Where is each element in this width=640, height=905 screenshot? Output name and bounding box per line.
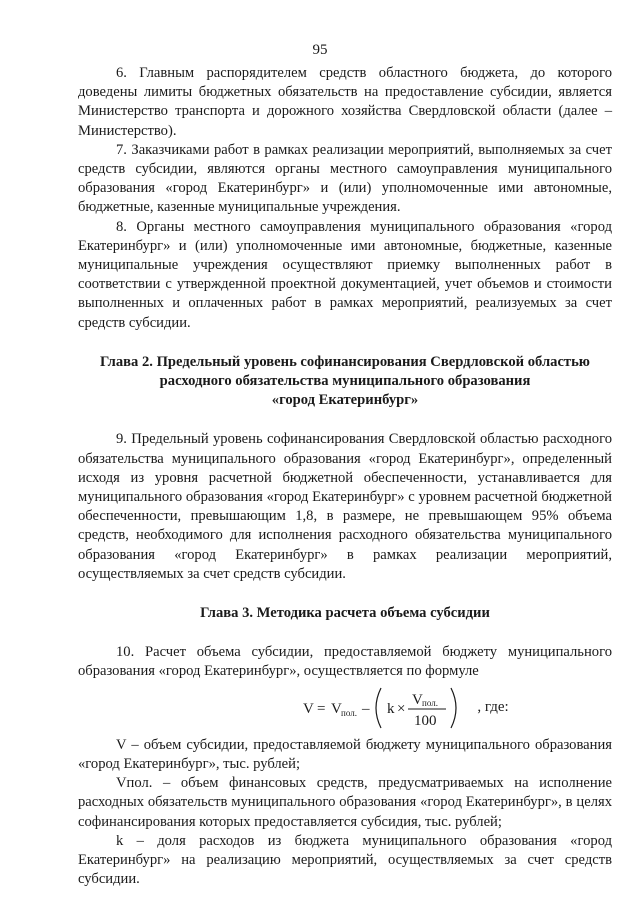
document-body	[78, 64, 612, 889]
paragraph-8: 8. Органы местного самоуправления муниципального образования «город Екатеринбург» и (или) уполномоченные ими автономные, бюджетные, казенные муниципальные учреждения осуществляют приемку выполненных работ в соответствии с утвержденной проектной документацией, учет объемов и стоимости выполненных и оплаченных работ в рамках мероприятий, реализуемых за счет средств субсидии.	[78, 218, 612, 331]
fraction-numerator-subscript: пол.	[422, 697, 439, 708]
formula-minus: –	[362, 700, 370, 717]
definition-k: k – доля расходов из бюджета муниципального образования «город Екатеринбург» на реализацию мероприятий, осуществляемых за счет средств субсидии.	[78, 832, 612, 888]
paragraph-6: 6. Главным распорядителем средств областного бюджета, до которого доведены лимиты бюджетных обязательств на предоставление субсидии, является Министерство транспорта и дорожного хозяйства Свердловской области (далее – Министерство).	[78, 65, 612, 139]
chapter-2-heading-line: расходного обязательства муниципального образования	[159, 373, 531, 390]
formula-graphic	[301, 684, 473, 732]
formula-equals: =	[317, 700, 326, 717]
formula-v-subscript: пол.	[341, 707, 358, 718]
paragraph-7: 7. Заказчиками работ в рамках реализации мероприятий, выполняемых за счет средств субсидии, являются органы местного самоуправления муниципального образования «город Екатеринбург» и (или) уполномоченные ими автономные, бюджетные, казенные муниципальные учреждения.	[78, 141, 612, 216]
chapter-2-heading	[78, 353, 612, 411]
definition-v: V – объем субсидии, предоставляемой бюджету муниципального образования «город Екатеринбург», тыс. рублей;	[78, 736, 612, 772]
fraction-numerator-v: V	[412, 691, 424, 708]
left-paren	[376, 688, 381, 728]
right-paren	[451, 688, 456, 728]
formula-times: ×	[397, 700, 406, 717]
chapter-2-heading-line: Глава 2. Предельный уровень софинансирования Свердловской областью	[100, 353, 590, 370]
paragraph-10: 10. Расчет объема субсидии, предоставляемой бюджету муниципального образования «город Екатеринбург», осуществляется по формуле	[78, 644, 612, 680]
definition-v-pol: Vпол. – объем финансовых средств, предусматриваемых на исполнение расходных обязательств муниципального образования «город Екатеринбург», в целях софинансирования которых предоставляется субсидия, тыс. рублей;	[78, 775, 612, 830]
subsidy-formula	[78, 684, 612, 732]
paragraph-9: 9. Предельный уровень софинансирования Свердловской областью расходного обязательства муниципального образования «город Екатеринбург», определенный исходя из уровня расчетной бюджетной обеспеченности, устанавливается для муниципального образования «город Екатеринбург» с уровнем расчетной бюджетной обеспеченности, превышающим 1,8, в размере, не превышающем 95% объема средств, необходимого для исполнения расходного обязательства муниципального образования «город Екатеринбург» в рамках реализации мероприятий, осуществляемых за счет средств субсидии.	[78, 431, 612, 582]
formula-v: V	[331, 700, 343, 717]
formula-lhs: V	[303, 700, 315, 717]
chapter-3-heading: Глава 3. Методика расчета объема субсидии	[200, 605, 490, 622]
formula-suffix: , где:	[477, 699, 509, 716]
page-number: 95	[312, 42, 328, 58]
fraction-denominator: 100	[414, 712, 437, 729]
formula-k: k	[387, 700, 395, 717]
chapter-2-heading-line: «город Екатеринбург»	[271, 392, 419, 409]
